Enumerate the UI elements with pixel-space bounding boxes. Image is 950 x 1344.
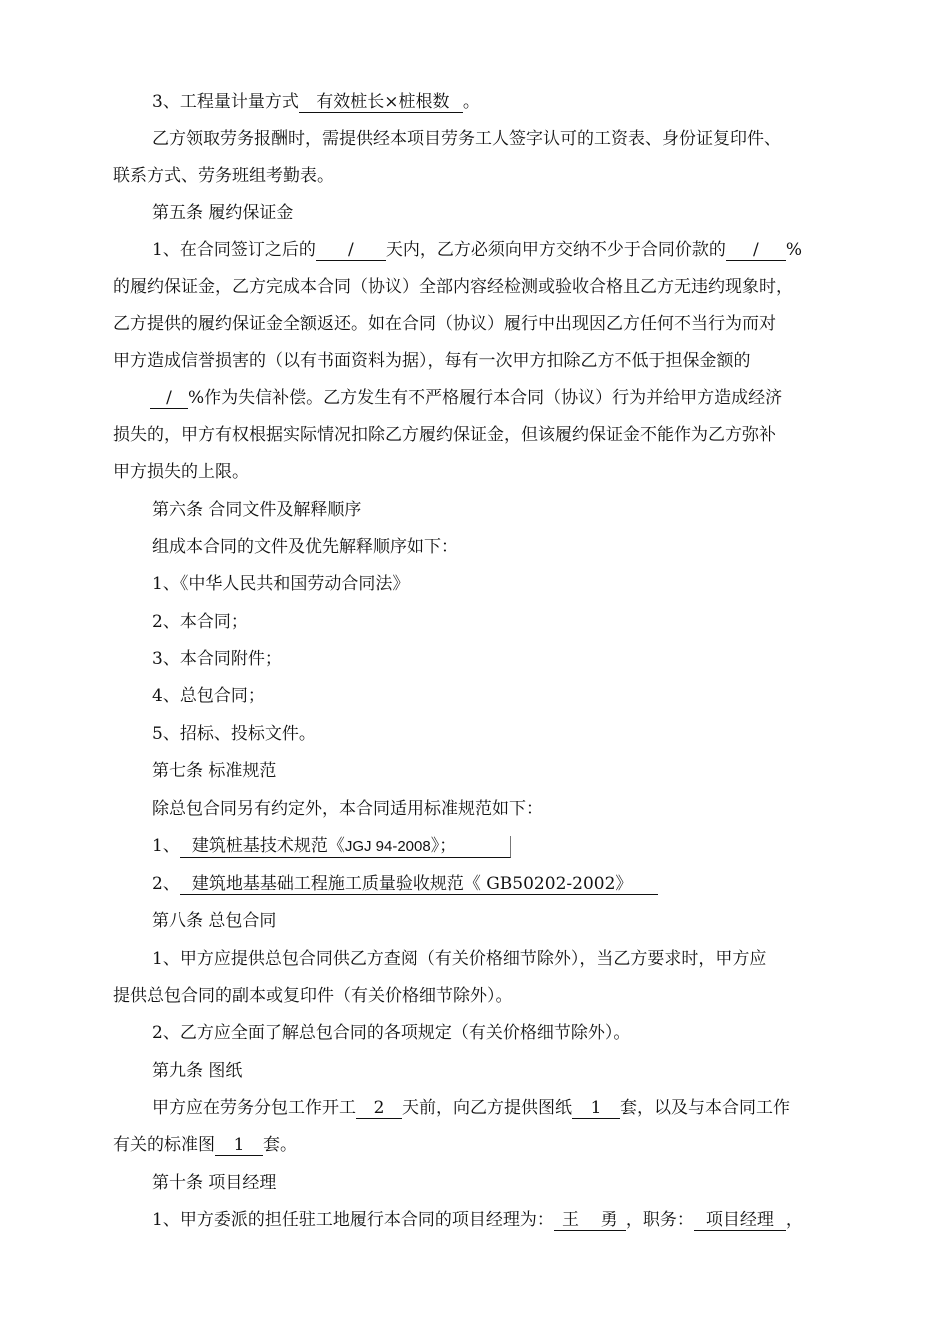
paragraph-line: 联系方式、劳务班组考勤表。 [113, 166, 334, 186]
text: 套。 [263, 1135, 297, 1155]
text: 天前，向乙方提供图纸 [402, 1098, 572, 1118]
days-before-fill: 2 [356, 1098, 402, 1119]
text: ， [785, 1210, 803, 1230]
text: 甲方应在劳务分包工作开工 [152, 1098, 356, 1118]
paragraph-line: 除总包合同另有约定外，本合同适用标准规范如下： [152, 799, 543, 819]
text: 1、在合同签订之后的 [152, 240, 316, 260]
paragraph-line: 损失的，甲方有权根据实际情况扣除乙方履约保证金，但该履约保证金不能作为乙方弥补 [113, 425, 776, 445]
text: 3、工程量计量方式 [152, 92, 299, 112]
paragraph-line: 的履约保证金，乙方完成本合同（协议）全部内容经检测或验收合格且乙方无违约现象时， [113, 277, 793, 297]
article-8-heading: 第八条 总包合同 [152, 911, 277, 931]
text: 。 [462, 92, 480, 112]
standard-item-2 [152, 872, 658, 896]
compensation-percent-fill: / [150, 388, 188, 409]
paragraph-line: 甲方损失的上限。 [113, 462, 249, 482]
list-item: 3、本合同附件； [152, 649, 282, 669]
text: 有关的标准图 [113, 1135, 215, 1155]
clause-deposit [152, 238, 802, 262]
drawing-sets-fill: 1 [572, 1098, 620, 1119]
standard-1-fill [180, 836, 511, 858]
article-7-heading: 第七条 标准规范 [152, 761, 277, 781]
manager-name-fill: 王 勇 [554, 1210, 626, 1231]
article-10-heading: 第十条 项目经理 [152, 1173, 277, 1193]
paragraph-line: 2、乙方应全面了解总包合同的各项规定（有关价格细节除外）。 [152, 1023, 631, 1043]
standard-code: JGJ 94-2008 [344, 838, 431, 855]
text: 》； [430, 836, 457, 856]
paragraph-line: 组成本合同的文件及优先解释顺序如下： [152, 537, 458, 557]
paragraph-line: 乙方领取劳务报酬时，需提供经本项目劳务工人签字认可的工资表、身份证复印件、 [152, 129, 781, 149]
text: 1、 [152, 836, 180, 856]
article-5-heading: 第五条 履约保证金 [152, 203, 294, 223]
paragraph-line: 1、甲方应提供总包合同供乙方查阅（有关价格细节除外），当乙方要求时，甲方应 [152, 949, 767, 969]
standard-item-1 [152, 834, 511, 858]
paragraph-line: 乙方提供的履约保证金全额返还。如在合同（协议）履行中出现因乙方任何不当行为而对 [113, 314, 776, 334]
list-item: 5、招标、投标文件。 [152, 724, 316, 744]
text: %作为失信补偿。乙方发生有不严格履行本合同（协议）行为并给甲方造成经济 [188, 388, 783, 408]
text: 天内，乙方必须向甲方交纳不少于合同价款的 [385, 240, 726, 260]
text: 建筑桩基技术规范《 [191, 836, 345, 856]
list-item: 4、总包合同； [152, 686, 265, 706]
clause-project-manager [152, 1208, 803, 1232]
clause-compensation [150, 386, 782, 410]
measurement-method-fill: 有效桩长×桩根数 [299, 92, 463, 113]
list-item: 2、本合同； [152, 612, 248, 632]
text: % [785, 240, 802, 260]
paragraph-line: 甲方造成信誉损害的（以有书面资料为据），每有一次甲方扣除乙方不低于担保金额的 [113, 351, 751, 371]
standard-drawing-sets-fill: 1 [215, 1135, 263, 1156]
text: 1、甲方委派的担任驻工地履行本合同的项目经理为： [152, 1210, 554, 1230]
clause-standard-drawings [113, 1133, 297, 1157]
standard-2-fill: 建筑地基基础工程施工质量验收规范《 GB50202-2002》 [180, 874, 658, 895]
text: 套，以及与本合同工作 [620, 1098, 790, 1118]
article-9-heading: 第九条 图纸 [152, 1061, 243, 1081]
text: ，职务： [625, 1210, 694, 1230]
clause-drawings [152, 1096, 790, 1120]
text: 2、 [152, 874, 180, 894]
deposit-percent-fill: / [726, 240, 786, 261]
article-6-heading: 第六条 合同文件及解释顺序 [152, 500, 362, 520]
deposit-days-fill: / [316, 240, 386, 261]
paragraph-line: 提供总包合同的副本或复印件（有关价格细节除外）。 [113, 986, 513, 1006]
manager-title-fill: 项目经理 [694, 1210, 786, 1231]
clause-measurement-method [152, 90, 480, 114]
list-item: 1、《中华人民共和国劳动合同法》 [152, 574, 410, 594]
